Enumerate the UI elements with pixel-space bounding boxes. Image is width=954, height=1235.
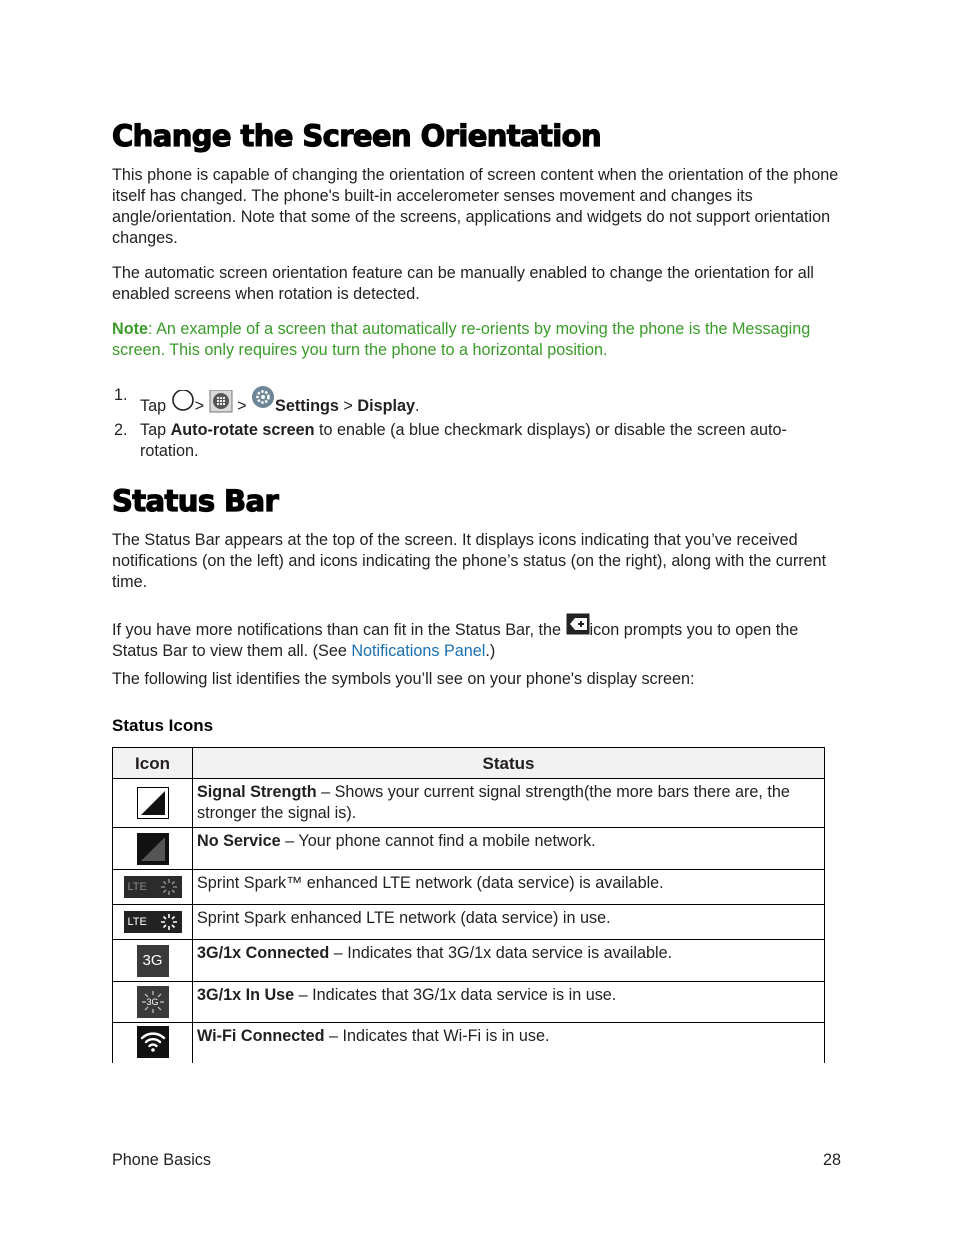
auto-rotate-label: Auto-rotate screen <box>170 421 315 439</box>
table-row: 3G 3G/1x Connected – Indicates that 3G/1x data service is available. <box>113 940 825 982</box>
lte-spark-in-use-icon: LTE <box>124 911 182 933</box>
step-tap-text: Tap <box>140 397 167 415</box>
page-break-mask <box>112 1063 852 1103</box>
status-icons-subheading: Status Icons <box>112 716 214 735</box>
table-header-row <box>113 748 825 779</box>
table-row: 3G 3G/1x In Use – Indicates that 3G/1x data service is in use. <box>113 982 825 1023</box>
status-icons-table <box>112 747 825 1065</box>
status-bar-paragraph-2: If you have more notifications than can fit in the Status Bar, the icon prompts you to open the Status Bar to view them all. (See Notifications Panel.) <box>112 613 844 662</box>
note-paragraph <box>112 319 844 361</box>
notifications-panel-link[interactable]: Notifications Panel <box>351 642 486 660</box>
table-row: LTE Sprint Spark enhanced LTE network (data service) in use. <box>113 905 825 940</box>
table-row: No Service – Your phone cannot find a mobile network. <box>113 828 825 870</box>
heading-status-bar: Status Bar <box>112 484 279 518</box>
settings-label: Settings <box>275 397 339 415</box>
footer-section-name: Phone Basics <box>112 1151 211 1169</box>
settings-icon <box>251 385 275 415</box>
note-label: Note <box>112 320 148 338</box>
icon-column-header: Icon <box>113 748 193 779</box>
heading-change-screen-orientation: Change the Screen Orientation <box>112 119 602 153</box>
3g-in-use-icon: 3G <box>137 986 169 1018</box>
orientation-paragraph-2: The automatic screen orientation feature can be manually enabled to change the orientation for all enabled screens when rotation is detected. <box>112 264 814 303</box>
status-column-header: Status <box>193 748 825 779</box>
lte-spark-available-icon: LTE <box>124 876 182 898</box>
step-number: 2. <box>114 421 128 439</box>
status-bar-paragraph-1: The Status Bar appears at the top of the screen. It displays icons indicating that you’ve received notifications (on the left) and icons indicating the phone’s status (on the right), along with the current time. <box>112 531 827 591</box>
apps-icon <box>209 390 233 420</box>
table-row: LTE Sprint Spark™ enhanced LTE network (data service) is available. <box>113 870 825 905</box>
note-text: : An example of a screen that automatically re-orients by moving the phone is the Messaging screen. This only requires you turn the phone to a horizontal position. <box>112 320 811 359</box>
table-row: Signal Strength – Shows your current signal strength(the more bars there are, the stronger the signal is). <box>113 779 825 828</box>
notification-overflow-icon <box>566 613 590 641</box>
orientation-paragraph-1: This phone is capable of changing the orientation of screen content when the orientation of the phone itself has changed. The phone's built-in accelerometer senses movement and changes its angle/orientation. Note that some of the screens, applications and widgets do not support orientation changes. <box>112 166 839 247</box>
step-number: 1. <box>114 386 128 404</box>
home-icon <box>171 390 195 420</box>
wifi-connected-icon <box>137 1026 169 1058</box>
signal-strength-icon <box>113 787 192 819</box>
display-label: Display <box>357 397 415 415</box>
table-row: Wi-Fi Connected – Indicates that Wi-Fi is in use. <box>113 1023 825 1065</box>
3g-connected-icon: 3G <box>137 945 169 977</box>
status-bar-paragraph-3: The following list identifies the symbols you’ll see on your phone's display screen: <box>112 670 695 688</box>
footer-page-number: 28 <box>822 1151 841 1169</box>
no-service-icon <box>113 833 192 865</box>
